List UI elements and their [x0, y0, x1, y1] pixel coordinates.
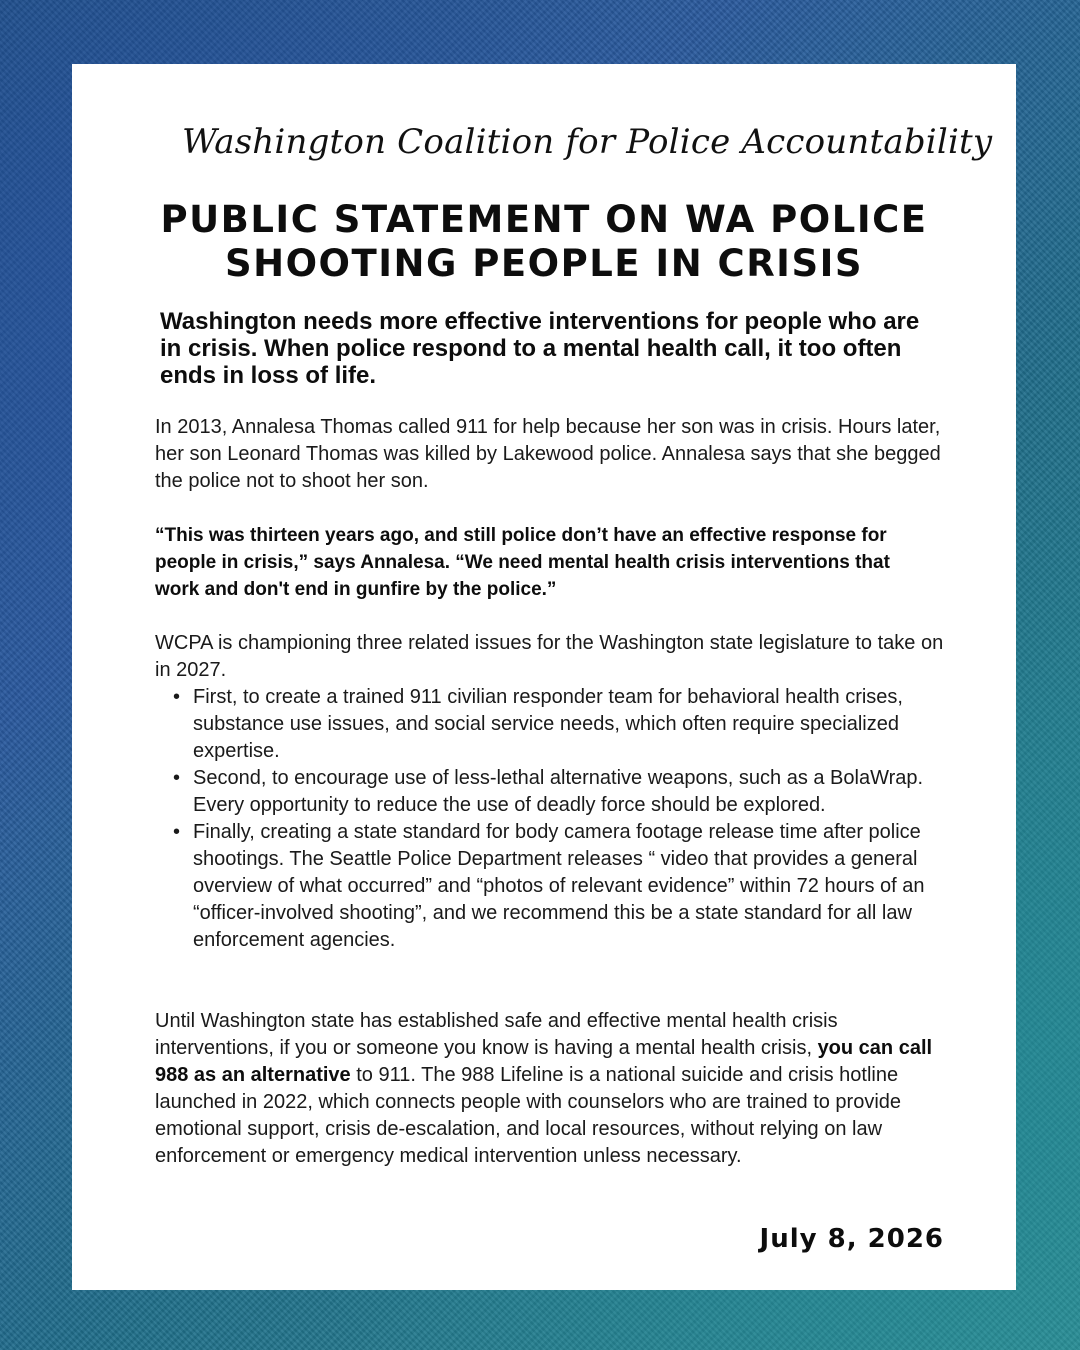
hotline-text-before: Until Washington state has established safe and effective mental health crisis interventions, if you or someone you know is having a mental health crisis,	[155, 1010, 838, 1059]
intro-paragraph: In 2013, Annalesa Thomas called 911 for help because her son was in crisis. Hours later, her son Leonard Thomas was killed by Lakewood police. Annalesa says that she begged the police not to shoot her son.	[155, 416, 941, 492]
issue-text: Second, to encourage use of less-lethal alternative weapons, such as a BolaWrap. Every opportunity to reduce the use of deadly force should be explored.	[193, 767, 924, 816]
bullet-icon: •	[173, 821, 181, 843]
bullet-icon: •	[173, 767, 181, 789]
statement-date: July 8, 2026	[759, 1224, 944, 1254]
hotline-emphasis: you can call 988 as an alternative	[155, 1037, 933, 1086]
organization-header	[164, 102, 993, 182]
hotline-text-after: to 911. The 988 Lifeline is a national suicide and crisis hotline launched in 2022, which connects people with counselors who are trained to provide emotional support, crisis de-escalation, and local resources, without relying on law enforcement or emergency medical intervention unless necessary.	[155, 1064, 902, 1167]
issue-text: First, to create a trained 911 civilian responder team for behavioral health crises, substance use issues, and social service needs, which often require specialized expertise.	[193, 686, 903, 762]
page-title: PUBLIC STATEMENT ON WA POLICE SHOOTING PEOPLE IN CRISIS	[160, 198, 928, 285]
lead-statement: Washington needs more effective interventions for people who are in crisis. When police respond to a mental health call, it too often ends in loss of life.	[160, 308, 920, 389]
annalesa-quote: “This was thirteen years ago, and still police don’t have an effective response for people in crisis,” says Annalesa. “We need mental health crisis interventions that work and don't end in gunfire by the police.”	[155, 525, 890, 600]
list-item	[155, 684, 945, 765]
wcpa-issues-intro: WCPA is championing three related issues for the Washington state legislature to take on in 2027.	[155, 632, 944, 681]
list-item	[155, 819, 945, 954]
list-item	[155, 765, 945, 819]
issue-text: Finally, creating a state standard for body camera footage release time after police shootings. The Seattle Police Department releases “ video that provides a general overview of what occurred” and “photos of relevant evidence” within 72 hours of an “officer-involved shooting”, and we recommend this be a state standard for all law enforcement agencies.	[193, 821, 925, 951]
hotline-paragraph	[155, 1008, 945, 1170]
bullet-icon: •	[173, 686, 181, 708]
statement-card	[72, 64, 1016, 1290]
organization-name: Washington Coalition for Police Accountability	[182, 122, 993, 162]
issues-list	[155, 684, 945, 954]
